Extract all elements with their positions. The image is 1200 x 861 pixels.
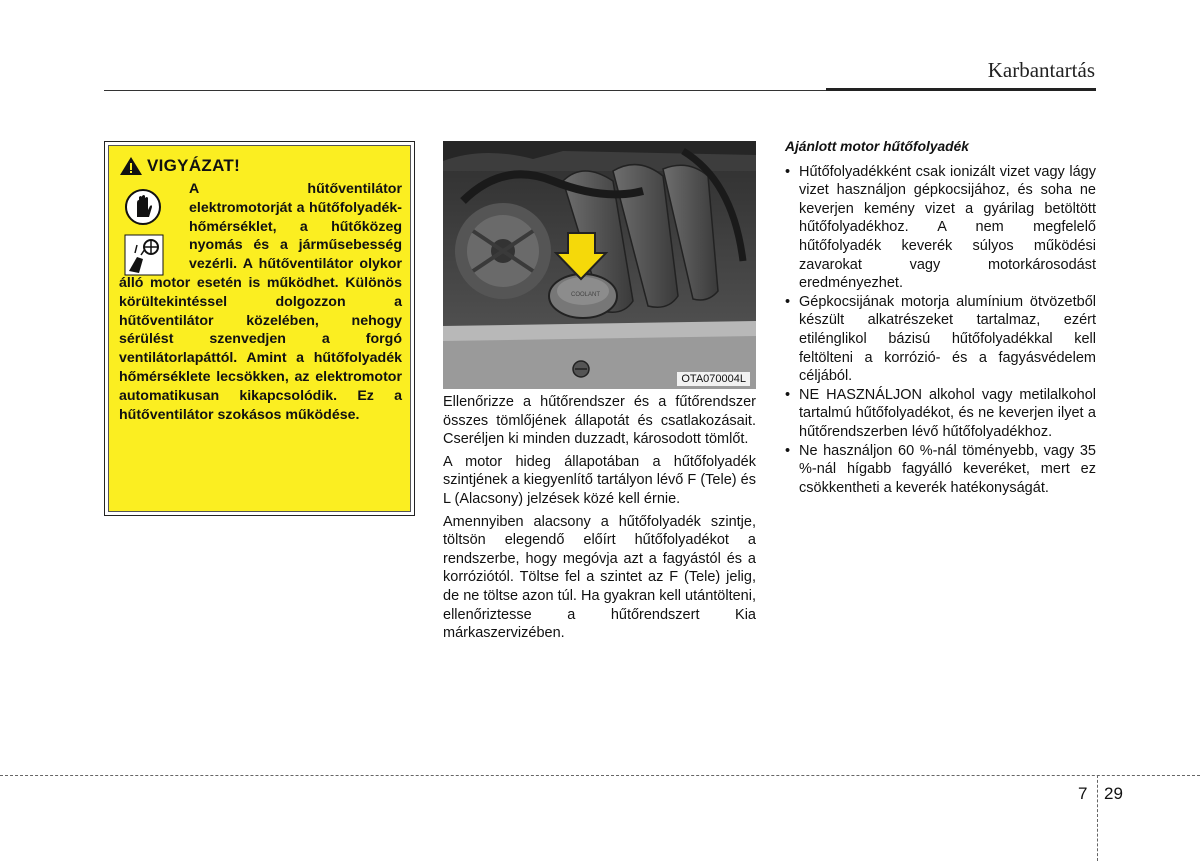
paragraph: A motor hideg állapotában a hűtőfolyadék szintjének a kiegyenlítő tartályon lévő F (Tele) és L (Alacsony) jelzések közé kell érnie.: [443, 453, 756, 507]
page-number: 29: [1104, 784, 1123, 803]
warning-text-content: A hűtőventilátor elektromotorját a hűtőfolyadék-hőmérséklet, a hűtőközeg nyomás és a járműsebesség vezérli. A hűtőventilátor olykor álló motor esetén is működhet. Különös körültekintéssel dolgozzon a hűtőventilátor közelében, nehogy sérülést szenvedjen a forgó ventilátorlapáttól. Amint a hűtőfolyadék hőmérséklete lecsökken, az elektromotor automatikusan kikapcsolódik. Ez a hűtőventilátor szokásos működése.: [119, 181, 402, 423]
chapter-number: 7: [1078, 784, 1088, 803]
section-title: Ajánlott motor hűtőfolyadék: [785, 139, 969, 154]
list-item: • NE HASZNÁLJON alkohol vagy metilalkohol tartalmú hűtőfolyadékot, és ne keverjen ilyet a hűtőrendszerben lévő hűtőfolyadékhoz.: [785, 386, 1096, 442]
warning-box: [104, 141, 415, 516]
coolant-cap-label: COOLANT: [571, 292, 601, 298]
paragraph: Amennyiben alacsony a hűtőfolyadék szintje, töltsön elegendő előírt hűtőfolyadékot a rendszerbe, hogy megóvja azt a fagyástól és a korróziótól. Töltse fel a szintet az F (Tele) jelig, de ne töltse azon túl. Ha gyakran kell utántölteni, ellenőriztesse a hűtőrendszert Kia márkaszervizében.: [443, 513, 756, 642]
warning-triangle-icon: [119, 156, 143, 176]
right-column: [785, 138, 1096, 497]
paragraph: Ellenőrizze a hűtőrendszer és a fűtőrendszer összes tömlőjének állapotát és csatlakozásait. Cseréljen ki minden duzzadt, károsodott tömlőt.: [443, 394, 756, 448]
list-item: • Gépkocsijának motorja alumínium ötvözetből készült alkatrészeket tartalmaz, ezért etilénglikol bázisú hűtőfolyadékkal kell feltölteni a korrózió- és a fagyásvédelem céljából.: [785, 293, 1096, 386]
warning-title: VIGYÁZAT!: [147, 156, 241, 175]
warning-panel: [108, 145, 411, 512]
photo-code-label: OTA070004L: [677, 372, 750, 386]
page-header-title: Karbantartás: [987, 58, 1095, 82]
list-item: • Ne használjon 60 %-nál töményebb, vagy 35 %-nál hígabb fagyálló keveréket, mert ez csökkentheti a keverék hatékonyságát.: [785, 442, 1096, 498]
engine-photo: [443, 141, 756, 389]
bullet-list: [785, 163, 1096, 498]
header-rule-thick: [826, 88, 1096, 91]
header-rule: [104, 90, 826, 91]
list-item: • Hűtőfolyadékként csak ionizált vizet vagy lágy vizet használjon gépkocsijához, és soha ne keverjen kemény vizet a gyárilag betöltött hűtőfolyadékhoz. A nem megfelelő hűtőfolyadék keverék súlyos működési zavarokat vagy motorkárosodást eredményezhet.: [785, 163, 1096, 293]
hand-stop-icon: [123, 187, 171, 287]
warning-header: [119, 156, 402, 176]
warning-pictograms: [123, 187, 171, 287]
middle-column: [443, 393, 756, 647]
footer-vertical-rule: [1097, 775, 1098, 861]
engine-bay-illustration: [443, 141, 756, 389]
footer-dashed-rule: [0, 775, 1200, 776]
